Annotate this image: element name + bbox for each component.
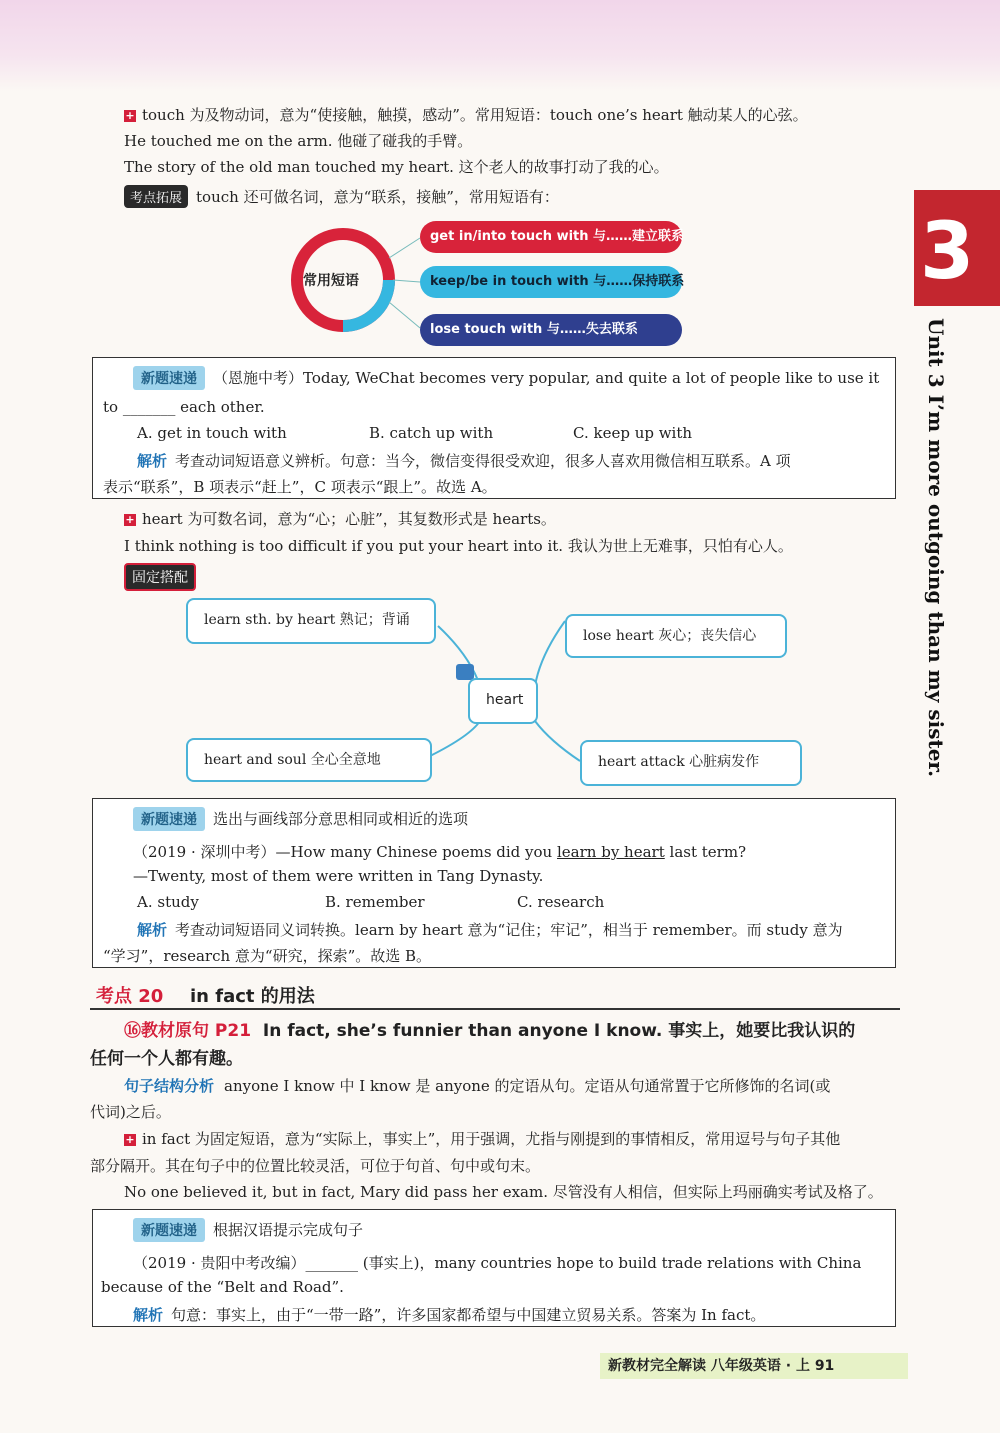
mindmap-center: heart xyxy=(468,678,538,724)
phrase-pill: keep/be in touch with 与……保持联系 xyxy=(420,266,682,298)
analysis-text: 解析 考查动词短语意义辨析。句意：当今，微信变得很受欢迎，很多人喜欢用微信相互联系。A 项 xyxy=(137,452,791,470)
question-box xyxy=(92,357,896,499)
option-c: C. keep up with xyxy=(573,424,693,442)
infact-line: + in fact 为固定短语，意为“实际上，事实上”，用于强调，尤指与刚提到的事情相反，常用逗号与句子其他 xyxy=(125,1130,841,1148)
section-heading xyxy=(90,982,900,1010)
option-b: B. remember xyxy=(325,893,425,911)
jiexi-label: 解析 xyxy=(137,921,168,939)
header-band xyxy=(0,0,1000,92)
question-title: 新题速递 选出与画线部分意思相同或相近的选项 xyxy=(133,807,468,831)
unit-tab xyxy=(914,190,1000,306)
underlined-phrase: learn by heart xyxy=(557,843,665,861)
question-text: —Twenty, most of them were written in Tang Dynasty. xyxy=(133,867,544,885)
question-box xyxy=(92,1209,896,1327)
source-sentence: 任何一个人都有趣。 xyxy=(90,1049,243,1069)
option-a: A. study xyxy=(137,893,199,911)
heart-noun-line: + heart 为可数名词，意为“心；心脏”，其复数形式是 hearts。 xyxy=(125,510,556,528)
example-sentence: No one believed it, but in fact, Mary did pass her exam. 尽管没有人相信，但实际上玛丽确实考试及格了。 xyxy=(124,1183,883,1201)
xinti-tag: 新题速递 xyxy=(133,1218,205,1242)
chat-bubble-icon xyxy=(456,664,474,680)
phrase-pill: get in/into touch with 与……建立联系 xyxy=(420,221,682,253)
unit-number: 3 xyxy=(920,207,975,297)
example-sentence: The story of the old man touched my heart. 这个老人的故事打动了我的心。 xyxy=(124,158,669,176)
question-text: （2019 · 深圳中考）—How many Chinese poems did you learn by heart last term? xyxy=(133,843,747,861)
source-label: ⑯教材原句 P21 xyxy=(124,1021,252,1041)
question-text: because of the “Belt and Road”. xyxy=(101,1278,344,1296)
question-box xyxy=(92,798,896,968)
mindmap-box: heart attack 心脏病发作 xyxy=(580,740,802,786)
structure-label: 句子结构分析 xyxy=(124,1077,215,1095)
jiexi-label: 解析 xyxy=(133,1306,164,1324)
phrase-pill: lose touch with 与……失去联系 xyxy=(420,314,682,346)
option-c: C. research xyxy=(517,893,605,911)
question-text: to _______ each other. xyxy=(103,398,265,416)
question-text: （2019 · 贵阳中考改编）_______ (事实上)，many countries hope to build trade relations with China xyxy=(133,1254,862,1272)
mindmap-box: learn sth. by heart 熟记；背诵 xyxy=(186,598,436,644)
unit-title-vertical: Unit 3 I’m more outgoing than my sister. xyxy=(924,318,948,778)
plus-icon: + xyxy=(125,513,135,526)
question-title: 新题速递 根据汉语提示完成句子 xyxy=(133,1218,363,1242)
mindmap-box: heart and soul 全心全意地 xyxy=(186,738,432,782)
plus-icon: + xyxy=(125,109,135,122)
example-sentence: I think nothing is too difficult if you put your heart into it. 我认为世上无难事，只怕有心人。 xyxy=(124,537,793,555)
circle-label: 常用短语 xyxy=(303,273,359,289)
analysis-text: 表示“联系”，B 项表示“赶上”，C 项表示“跟上”。故选 A。 xyxy=(103,478,497,496)
structure-analysis: 代词)之后。 xyxy=(90,1103,171,1121)
kaodian-tuozhan-tag: 考点拓展 xyxy=(124,185,188,208)
mindmap-box: lose heart 灰心；丧失信心 xyxy=(565,614,787,658)
guding-dapei-tag: 固定搭配 xyxy=(124,563,196,591)
page-footer: 新教材完全解读 八年级英语 · 上 91 xyxy=(600,1353,908,1379)
plus-icon: + xyxy=(125,1133,135,1146)
analysis-text: 解析 考查动词短语同义词转换。learn by heart 意为“记住；牢记”，相当于 remember。而 study 意为 xyxy=(137,921,843,939)
extension-line: 考点拓展 touch 还可做名词，意为“联系，接触”，常用短语有： xyxy=(124,185,559,208)
question-text: 新题速递 （恩施中考）Today, WeChat becomes very popular, and quite a lot of people like to use it xyxy=(133,366,879,390)
example-sentence: He touched me on the arm. 他碰了碰我的手臂。 xyxy=(124,132,473,150)
infact-line: 部分隔开。其在句子中的位置比较灵活，可位于句首、句中或句末。 xyxy=(90,1157,541,1175)
xinti-tag: 新题速递 xyxy=(133,366,205,390)
option-a: A. get in touch with xyxy=(137,424,287,442)
analysis-text: “学习”，research 意为“研究，探索”。故选 B。 xyxy=(103,947,432,965)
xinti-tag: 新题速递 xyxy=(133,807,205,831)
jiexi-label: 解析 xyxy=(137,452,168,470)
structure-analysis: 句子结构分析 anyone I know 中 I know 是 anyone 的定语从句。定语从句通常置于它所修饰的名词(或 xyxy=(124,1077,831,1095)
touch-verb-line: + touch 为及物动词，意为“使接触，触摸，感动”。常用短语：touch one’s heart 触动某人的心弦。 xyxy=(125,106,808,124)
option-b: B. catch up with xyxy=(369,424,494,442)
guding-dapei-tag-wrap xyxy=(124,563,196,591)
source-sentence: ⑯教材原句 P21 In fact, she’s funnier than anyone I know. 事实上，她要比我认识的 xyxy=(124,1021,856,1041)
kaodian-label: 考点 20 xyxy=(96,986,164,1007)
analysis-text: 解析 句意：事实上，由于“一带一路”，许多国家都希望与中国建立贸易关系。答案为 In fact。 xyxy=(133,1306,766,1324)
kaodian-title: in fact 的用法 xyxy=(190,986,315,1007)
